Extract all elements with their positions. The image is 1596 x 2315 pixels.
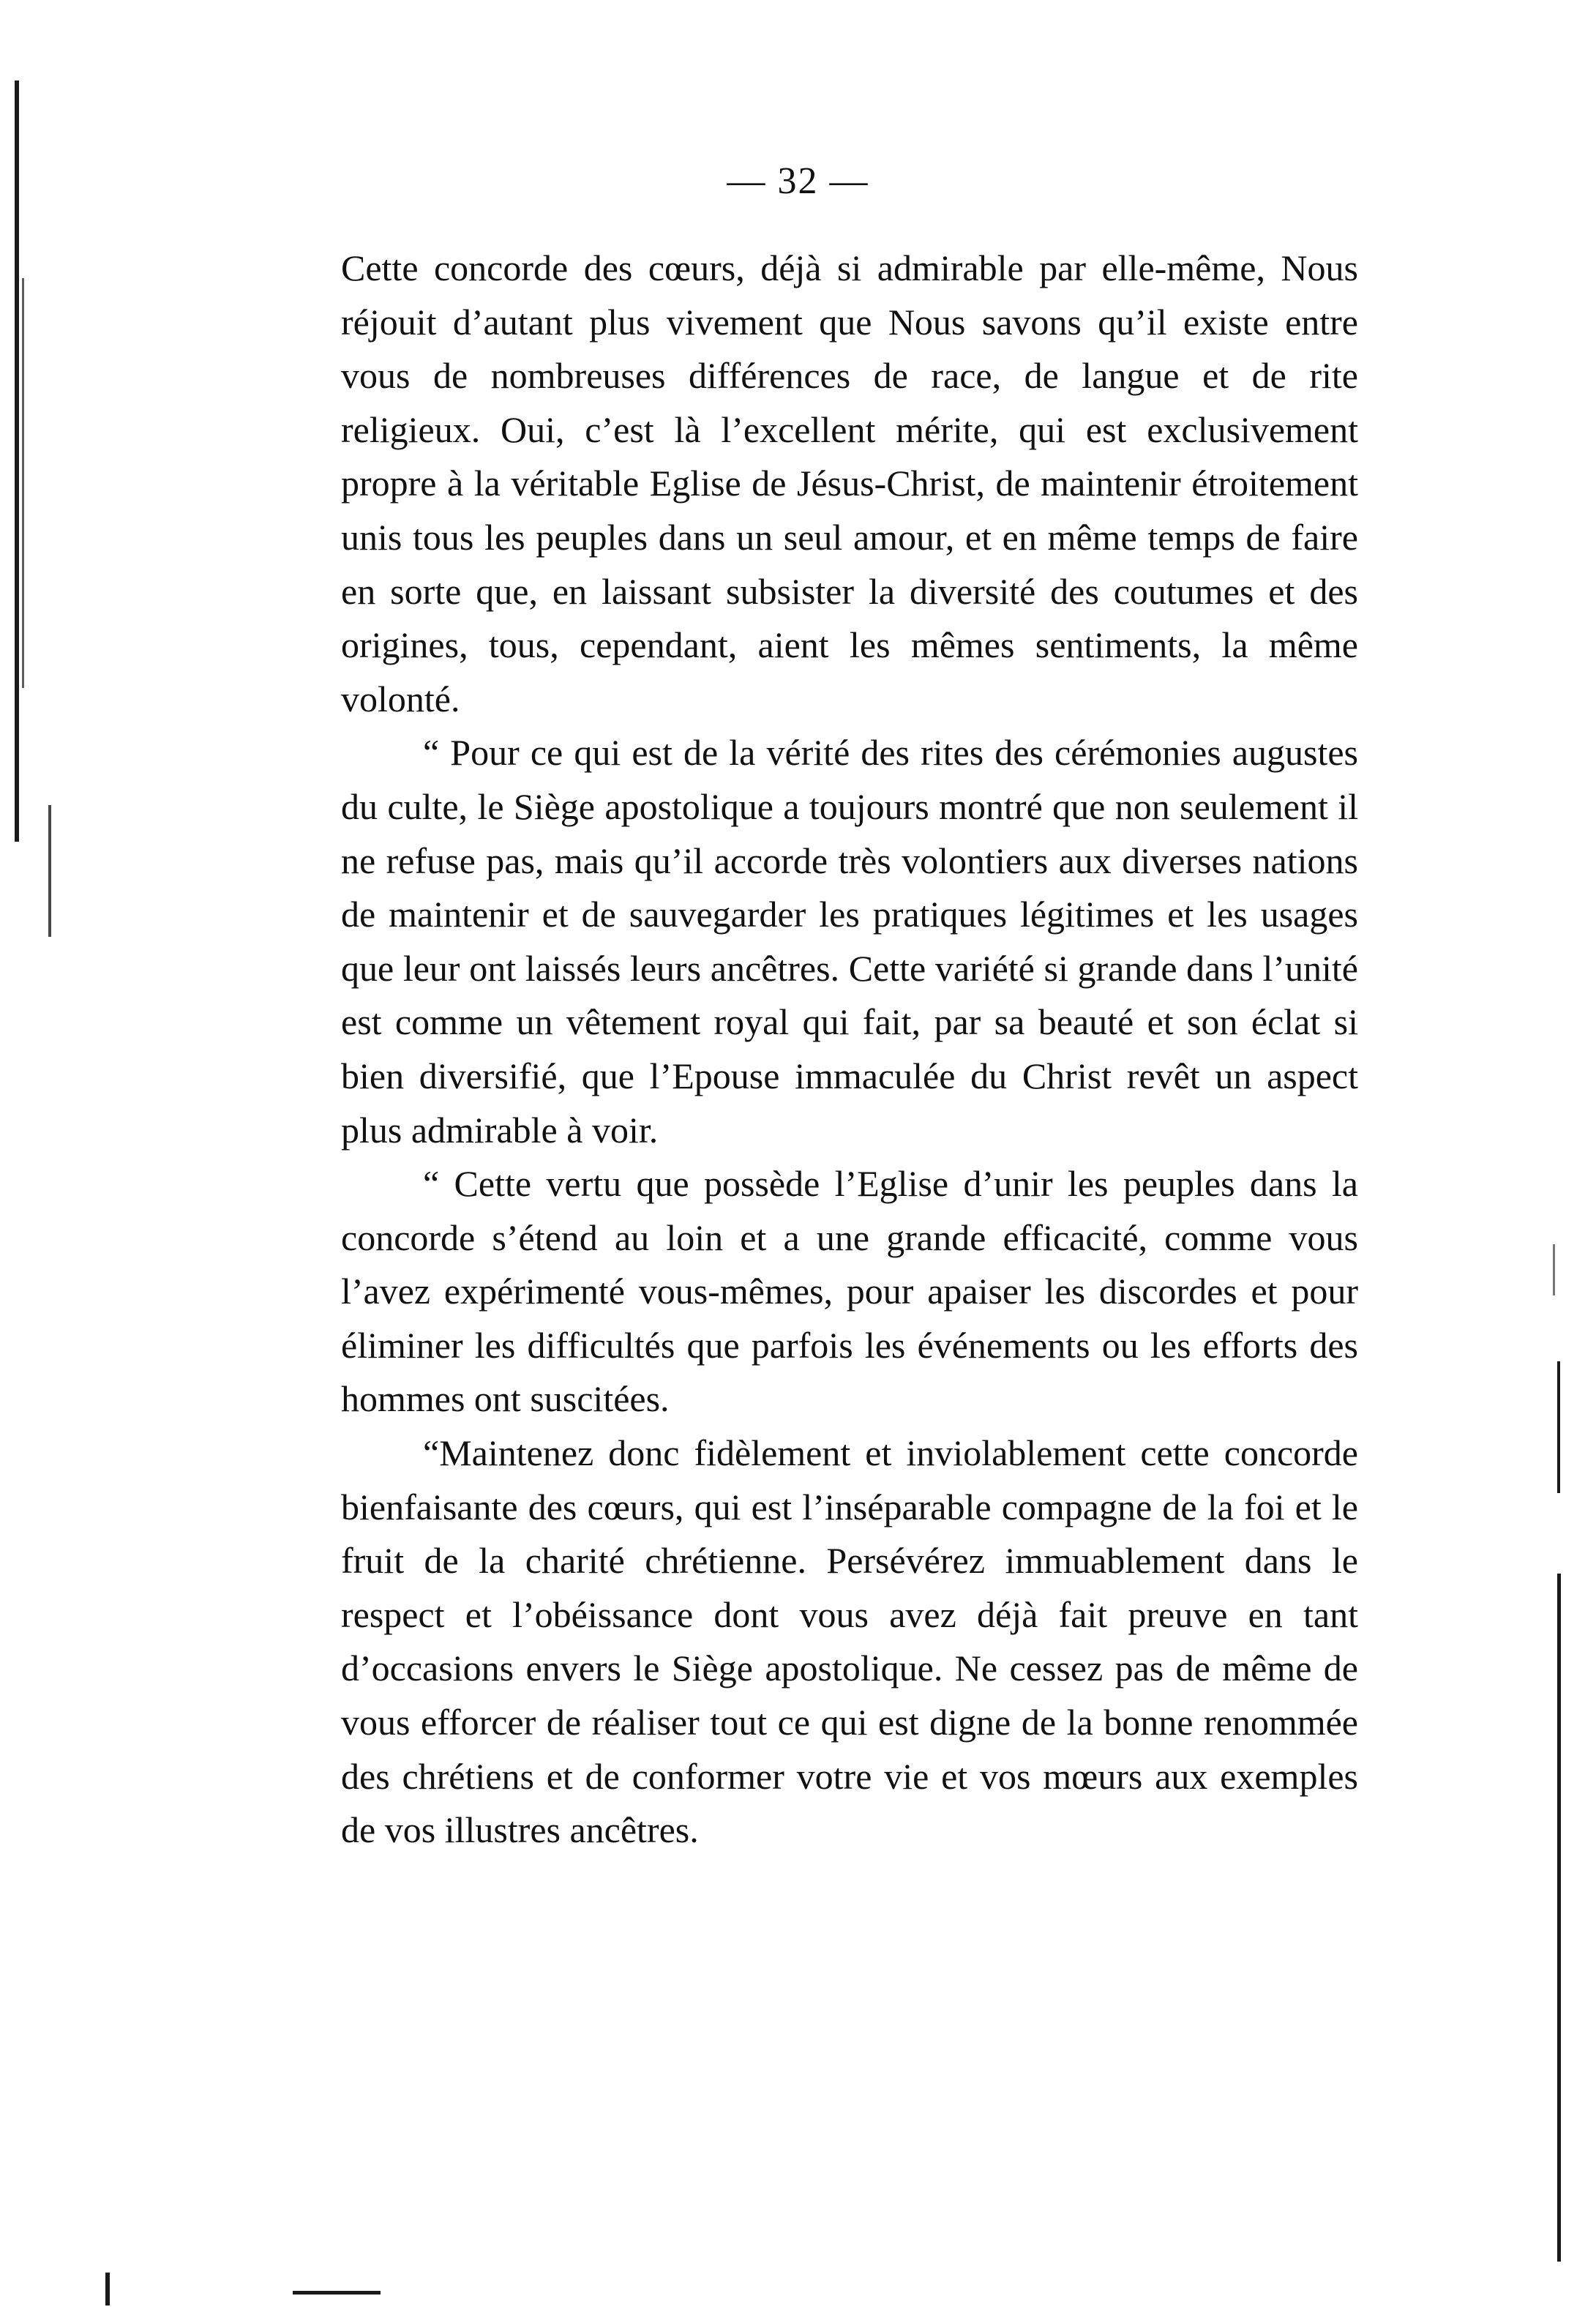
scan-bottom-mark [105,2273,110,2305]
scan-edge-mark [22,278,24,688]
paragraph: Cette concorde des cœurs, déjà si admirable par elle-même, Nous réjouit d’autant plus vivement que Nous savons qu’il existe entre vous de nombreuses différences de race, de langue et de rite religieux. Oui, c’est là l’excellent mérite, qui est exclusivement propre à la véritable Eglise de Jésus-Christ, de maintenir étroitement unis tous les peuples dans un seul amour, et en même temps de faire en sorte que, en laissant subsister la diversité des coutumes et des origines, tous, cependant, aient les mêmes sentiments, la même volonté. [341,247,1358,719]
paragraph: “ Pour ce qui est de la vérité des rites des cérémonies augustes du culte, le Siège apostolique a toujours montré que non seulement il ne refuse pas, mais qu’il accorde très volontiers aux diverses nations de maintenir et de sauvegarder les pratiques légitimes et les usages que leur ont laissés leurs ancêtres. Cette variété si grande dans l’unité est comme un vêtement royal qui fait, par sa beauté et son éclat si bien diversifié, que l’Epouse immaculée du Christ revêt un aspect plus admirable à voir. [341,732,1358,1151]
paragraph: “ Cette vertu que possède l’Eglise d’unir les peuples dans la concorde s’étend au loin et a une grande efficacité, comme vous l’avez expérimenté vous-mêmes, pour apaiser les discordes et pour éliminer les difficultés que parfois les événements ou les efforts des hommes ont suscitées. [341,1163,1358,1420]
body-text [341,242,1358,1858]
scan-edge-mark [1557,1361,1560,1493]
paragraph: “Maintenez donc fidèlement et inviolablement cette concorde bienfaisante des cœurs, qui est l’inséparable compagne de la foi et le fruit de la charité chrétienne. Persévérez immuablement dans le respect et l’obéissance dont vous avez déjà fait preuve en tant d’occasions envers le Siège apostolique. Ne cessez pas de même de vous efforcer de réaliser tout ce qui est digne de la bonne renommée des chrétiens et de conformer votre vie et vos mœurs aux exemples de vos illustres ancêtres. [341,1432,1358,1851]
scan-edge-mark [15,81,19,842]
scan-edge-mark [1553,1244,1555,1295]
page-number: — 32 — [727,160,869,202]
scan-edge-mark [48,805,51,937]
scan-edge-mark [1557,1574,1561,2262]
scan-bottom-dash [293,2291,381,2295]
